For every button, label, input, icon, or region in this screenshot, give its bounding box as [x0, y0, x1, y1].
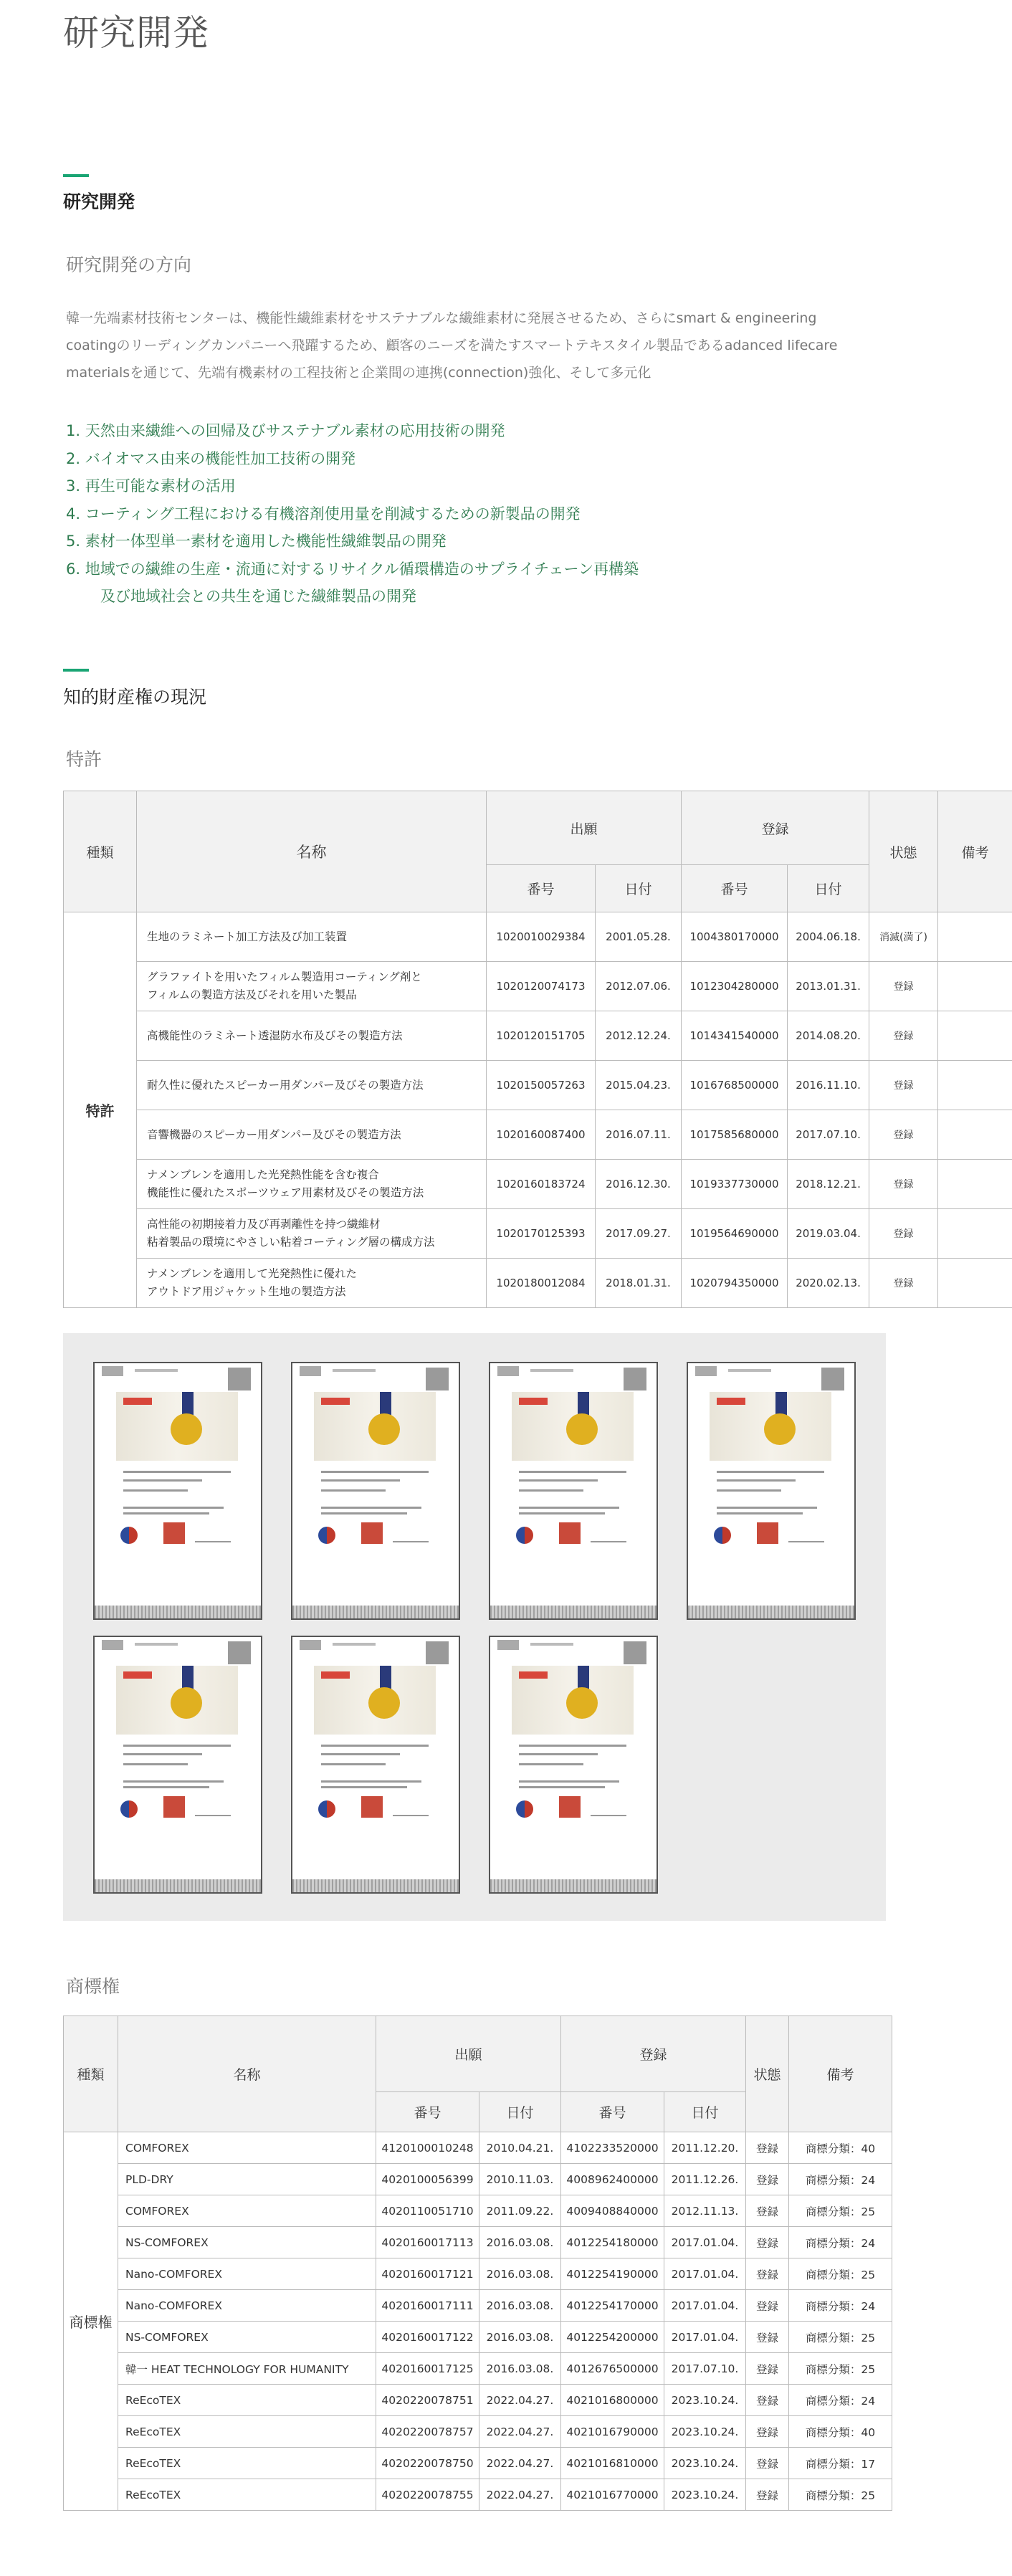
- patent-note: [938, 1259, 1012, 1308]
- trademark-app-no: 4020220078751: [376, 2385, 479, 2416]
- qr-code-icon: [624, 1368, 646, 1390]
- patent-reg-date: 2014.08.20.: [788, 1011, 869, 1061]
- trademark-note: 商標分類：24: [789, 2164, 892, 2195]
- emblem-icon: [120, 1800, 138, 1818]
- trademark-app-no: 4020110051710: [376, 2195, 479, 2227]
- patent-status: 登録: [869, 1110, 938, 1160]
- table-row: [64, 2416, 892, 2448]
- patent-note: [938, 1011, 1012, 1061]
- trademark-app-no: 4020160017121: [376, 2258, 479, 2290]
- trademark-name: ReEcoTEX: [118, 2385, 376, 2416]
- patent-note: [938, 912, 1012, 962]
- trademark-app-date: 2010.11.03.: [479, 2164, 561, 2195]
- header-status: 状態: [746, 2016, 789, 2132]
- trademark-reg-date: 2017.01.04.: [664, 2227, 746, 2258]
- trademark-app-no: 4020160017125: [376, 2353, 479, 2385]
- trademark-reg-no: 4021016770000: [561, 2479, 664, 2511]
- trademark-name: Nano-COMFOREX: [118, 2290, 376, 2322]
- table-row: [64, 1160, 1012, 1209]
- table-row: [64, 2258, 892, 2290]
- patent-status: 消滅(満了): [869, 912, 938, 962]
- trademark-status: 登録: [746, 2448, 789, 2479]
- patent-app-date: 2012.12.24.: [596, 1011, 682, 1061]
- emblem-icon: [318, 1800, 335, 1818]
- patent-reg-date: 2020.02.13.: [788, 1259, 869, 1308]
- header-registration: 登録: [682, 791, 869, 865]
- table-row: [64, 2290, 892, 2322]
- trademark-status: 登録: [746, 2322, 789, 2353]
- trademark-table: [63, 2016, 892, 2511]
- trademark-reg-no: 4012254170000: [561, 2290, 664, 2322]
- table-row: [64, 2164, 892, 2195]
- trademark-name: ReEcoTEX: [118, 2448, 376, 2479]
- patent-app-no: 1020160183724: [487, 1160, 596, 1209]
- header-reg-number: 番号: [682, 865, 788, 912]
- trademark-app-date: 2022.04.27.: [479, 2448, 561, 2479]
- trademark-name: NS-COMFOREX: [118, 2227, 376, 2258]
- patent-certificate[interactable]: [291, 1362, 460, 1620]
- patent-title: 特許: [66, 749, 102, 770]
- trademark-status: 登録: [746, 2195, 789, 2227]
- trademark-app-date: 2022.04.27.: [479, 2416, 561, 2448]
- trademark-app-date: 2016.03.08.: [479, 2322, 561, 2353]
- trademark-status: 登録: [746, 2290, 789, 2322]
- section-accent-bar: [63, 669, 89, 672]
- trademark-reg-date: 2017.07.10.: [664, 2353, 746, 2385]
- table-row: [64, 1209, 1012, 1259]
- trademark-reg-date: 2023.10.24.: [664, 2416, 746, 2448]
- trademark-name: 韓一 HEAT TECHNOLOGY FOR HUMANITY: [118, 2353, 376, 2385]
- medal-icon: [566, 1413, 598, 1445]
- patent-name: ナメンブレンを適用した光発熱性能を含む複合 機能性に優れたスポーツウェア用素材及びその製造方法: [137, 1160, 487, 1209]
- qr-code-icon: [624, 1641, 646, 1664]
- header-app-number: 番号: [487, 865, 596, 912]
- header-reg-date: 日付: [788, 865, 869, 912]
- rd-direction-item: 4. コーティング工程における有機溶剤使用量を削減するための新製品の開発: [66, 505, 581, 523]
- patent-app-no: 1020010029384: [487, 912, 596, 962]
- rd-direction-item: 3. 再生可能な素材の活用: [66, 477, 236, 495]
- table-row: [64, 2195, 892, 2227]
- header-application: 出願: [376, 2016, 561, 2092]
- trademark-note: 商標分類：25: [789, 2195, 892, 2227]
- patent-app-date: 2017.09.27.: [596, 1209, 682, 1259]
- trademark-reg-no: 4102233520000: [561, 2132, 664, 2164]
- trademark-reg-no: 4008962400000: [561, 2164, 664, 2195]
- patent-app-date: 2016.07.11.: [596, 1110, 682, 1160]
- header-note: 備考: [938, 791, 1012, 912]
- header-app-date: 日付: [596, 865, 682, 912]
- trademark-kind-cell: 商標権: [64, 2132, 118, 2511]
- trademark-note: 商標分類：25: [789, 2322, 892, 2353]
- patent-reg-no: 1004380170000: [682, 912, 788, 962]
- trademark-app-no: 4120100010248: [376, 2132, 479, 2164]
- emblem-icon: [714, 1527, 731, 1544]
- rd-direction-continuation: 及び地域社会との共生を通じた繊維製品の開発: [100, 588, 416, 605]
- patent-app-no: 1020150057263: [487, 1061, 596, 1110]
- table-row: [64, 2479, 892, 2511]
- seal-stamp-icon: [163, 1522, 185, 1544]
- trademark-status: 登録: [746, 2258, 789, 2290]
- rd-direction-item: [66, 555, 639, 611]
- trademark-app-date: 2022.04.27.: [479, 2479, 561, 2511]
- seal-stamp-icon: [757, 1522, 778, 1544]
- medal-icon: [566, 1687, 598, 1719]
- rd-intro-text: 韓一先端素材技術センターは、機能性繊維素材をサステナブルな繊維素材に発展させるため、さらにsmart & engineering coatingのリーディングカンパニーへ飛躍するため、顧客のニーズを満たすスマートテキスタイル製品であるadanced lifecare materialsを通じて、先端有機素材の工程技術と企業間の連携(connection)強化、そして多元化: [66, 310, 838, 381]
- header-kind: 種類: [64, 2016, 118, 2132]
- patent-status: 登録: [869, 1209, 938, 1259]
- emblem-icon: [516, 1800, 533, 1818]
- patent-note: [938, 1160, 1012, 1209]
- header-name: 名称: [137, 791, 487, 912]
- trademark-app-date: 2016.03.08.: [479, 2353, 561, 2385]
- patent-name: 高性能の初期接着力及び再剥離性を持つ繊維材 粘着製品の環境にやさしい粘着コーティング層の構成方法: [137, 1209, 487, 1259]
- patent-app-date: 2001.05.28.: [596, 912, 682, 962]
- patent-name: 耐久性に優れたスピーカー用ダンパー及びその製造方法: [137, 1061, 487, 1110]
- trademark-app-date: 2011.09.22.: [479, 2195, 561, 2227]
- patent-reg-no: 1019337730000: [682, 1160, 788, 1209]
- trademark-reg-no: 4009408840000: [561, 2195, 664, 2227]
- patent-app-no: 1020180012084: [487, 1259, 596, 1308]
- table-row: [64, 1110, 1012, 1160]
- patent-reg-no: 1016768500000: [682, 1061, 788, 1110]
- trademark-note: 商標分類：25: [789, 2479, 892, 2511]
- patent-certificate[interactable]: [489, 1636, 658, 1894]
- rd-direction-item: 2. バイオマス由来の機能性加工技術の開発: [66, 449, 356, 467]
- header-app-date: 日付: [479, 2092, 561, 2132]
- header-name: 名称: [118, 2016, 376, 2132]
- page-title: 研究開発: [63, 12, 209, 54]
- patent-certificate[interactable]: [93, 1636, 262, 1894]
- trademark-note: 商標分類：25: [789, 2258, 892, 2290]
- patent-note: [938, 962, 1012, 1011]
- trademark-reg-no: 4021016790000: [561, 2416, 664, 2448]
- patent-certificate[interactable]: [291, 1636, 460, 1894]
- emblem-icon: [516, 1527, 533, 1544]
- rd-direction-item: 5. 素材一体型単一素材を適用した機能性繊維製品の開発: [66, 533, 447, 550]
- patent-certificate[interactable]: [93, 1362, 262, 1620]
- trademark-reg-no: 4012254180000: [561, 2227, 664, 2258]
- table-row: [64, 962, 1012, 1011]
- patent-certificate[interactable]: [489, 1362, 658, 1620]
- patent-reg-date: 2019.03.04.: [788, 1209, 869, 1259]
- trademark-status: 登録: [746, 2132, 789, 2164]
- patent-reg-date: 2004.06.18.: [788, 912, 869, 962]
- trademark-status: 登録: [746, 2385, 789, 2416]
- trademark-name: Nano-COMFOREX: [118, 2258, 376, 2290]
- patent-app-date: 2012.07.06.: [596, 962, 682, 1011]
- section-accent-bar: [63, 174, 89, 177]
- patent-reg-no: 1012304280000: [682, 962, 788, 1011]
- table-row: [64, 1061, 1012, 1110]
- trademark-title: 商標権: [66, 1976, 120, 1997]
- patent-reg-no: 1019564690000: [682, 1209, 788, 1259]
- table-row: [64, 2353, 892, 2385]
- patent-reg-no: 1014341540000: [682, 1011, 788, 1061]
- patent-app-date: 2015.04.23.: [596, 1061, 682, 1110]
- patent-status: 登録: [869, 1011, 938, 1061]
- table-row: [64, 2132, 892, 2164]
- trademark-name: PLD-DRY: [118, 2164, 376, 2195]
- table-row: [64, 2448, 892, 2479]
- seal-stamp-icon: [163, 1796, 185, 1818]
- trademark-reg-date: 2023.10.24.: [664, 2448, 746, 2479]
- trademark-app-date: 2022.04.27.: [479, 2385, 561, 2416]
- patent-reg-date: 2018.12.21.: [788, 1160, 869, 1209]
- trademark-status: 登録: [746, 2416, 789, 2448]
- table-row: [64, 1259, 1012, 1308]
- qr-code-icon: [426, 1368, 449, 1390]
- medal-icon: [171, 1687, 202, 1719]
- table-row: [64, 912, 1012, 962]
- trademark-reg-date: 2011.12.26.: [664, 2164, 746, 2195]
- trademark-app-no: 4020220078757: [376, 2416, 479, 2448]
- trademark-app-no: 4020220078750: [376, 2448, 479, 2479]
- patent-status: 登録: [869, 1061, 938, 1110]
- trademark-status: 登録: [746, 2479, 789, 2511]
- trademark-note: 商標分類：24: [789, 2227, 892, 2258]
- patent-status: 登録: [869, 1160, 938, 1209]
- medal-icon: [764, 1413, 796, 1445]
- ip-section-title: 知的財産権の現況: [63, 687, 207, 707]
- patent-reg-date: 2013.01.31.: [788, 962, 869, 1011]
- seal-stamp-icon: [361, 1796, 383, 1818]
- trademark-app-no: 4020160017122: [376, 2322, 479, 2353]
- trademark-name: NS-COMFOREX: [118, 2322, 376, 2353]
- trademark-status: 登録: [746, 2164, 789, 2195]
- trademark-app-date: 2010.04.21.: [479, 2132, 561, 2164]
- trademark-reg-no: 4021016800000: [561, 2385, 664, 2416]
- patent-name: ナメンブレンを適用して光発熱性に優れた アウトドア用ジャケット生地の製造方法: [137, 1259, 487, 1308]
- seal-stamp-icon: [559, 1522, 581, 1544]
- patent-app-no: 1020160087400: [487, 1110, 596, 1160]
- seal-stamp-icon: [361, 1522, 383, 1544]
- trademark-name: COMFOREX: [118, 2195, 376, 2227]
- trademark-reg-date: 2012.11.13.: [664, 2195, 746, 2227]
- rd-section-title: 研究開発: [63, 191, 135, 212]
- trademark-reg-no: 4012254190000: [561, 2258, 664, 2290]
- header-note: 備考: [789, 2016, 892, 2132]
- patent-reg-no: 1017585680000: [682, 1110, 788, 1160]
- trademark-reg-no: 4021016810000: [561, 2448, 664, 2479]
- seal-stamp-icon: [559, 1796, 581, 1818]
- trademark-app-no: 4020160017111: [376, 2290, 479, 2322]
- trademark-note: 商標分類：40: [789, 2132, 892, 2164]
- table-row: [64, 2385, 892, 2416]
- table-row: [64, 1011, 1012, 1061]
- trademark-app-no: 4020220078755: [376, 2479, 479, 2511]
- trademark-note: 商標分類：40: [789, 2416, 892, 2448]
- qr-code-icon: [821, 1368, 844, 1390]
- patent-table: [63, 791, 1012, 1308]
- patent-app-no: 1020120074173: [487, 962, 596, 1011]
- trademark-reg-date: 2023.10.24.: [664, 2385, 746, 2416]
- trademark-name: ReEcoTEX: [118, 2479, 376, 2511]
- trademark-note: 商標分類：17: [789, 2448, 892, 2479]
- trademark-app-no: 4020100056399: [376, 2164, 479, 2195]
- trademark-app-date: 2016.03.08.: [479, 2227, 561, 2258]
- table-row: [64, 2322, 892, 2353]
- qr-code-icon: [228, 1641, 251, 1664]
- trademark-note: 商標分類：24: [789, 2385, 892, 2416]
- header-registration: 登録: [561, 2016, 746, 2092]
- patent-app-date: 2018.01.31.: [596, 1259, 682, 1308]
- qr-code-icon: [426, 1641, 449, 1664]
- patent-name: 音響機器のスピーカー用ダンパー及びその製造方法: [137, 1110, 487, 1160]
- medal-icon: [368, 1687, 400, 1719]
- emblem-icon: [318, 1527, 335, 1544]
- rd-direction-title: 研究開発の方向: [66, 254, 192, 275]
- trademark-app-date: 2016.03.08.: [479, 2258, 561, 2290]
- trademark-name: COMFOREX: [118, 2132, 376, 2164]
- table-row: [64, 2227, 892, 2258]
- trademark-app-date: 2016.03.08.: [479, 2290, 561, 2322]
- trademark-reg-date: 2023.10.24.: [664, 2479, 746, 2511]
- patent-note: [938, 1061, 1012, 1110]
- patent-app-no: 1020170125393: [487, 1209, 596, 1259]
- patent-status: 登録: [869, 962, 938, 1011]
- qr-code-icon: [228, 1368, 251, 1390]
- medal-icon: [368, 1413, 400, 1445]
- header-app-number: 番号: [376, 2092, 479, 2132]
- trademark-reg-date: 2017.01.04.: [664, 2322, 746, 2353]
- header-reg-date: 日付: [664, 2092, 746, 2132]
- patent-certificate[interactable]: [687, 1362, 856, 1620]
- rd-direction-item: 1. 天然由来繊維への回帰及びサステナブル素材の応用技術の開発: [66, 422, 505, 439]
- trademark-name: ReEcoTEX: [118, 2416, 376, 2448]
- patent-reg-date: 2016.11.10.: [788, 1061, 869, 1110]
- patent-note: [938, 1209, 1012, 1259]
- rd-direction-text: 6. 地域での繊維の生産・流通に対するリサイクル循環構造のサプライチェーン再構築: [66, 560, 639, 578]
- header-kind: 種類: [64, 791, 137, 912]
- patent-name: 生地のラミネート加工方法及び加工装置: [137, 912, 487, 962]
- trademark-status: 登録: [746, 2227, 789, 2258]
- patent-reg-date: 2017.07.10.: [788, 1110, 869, 1160]
- trademark-note: 商標分類：25: [789, 2353, 892, 2385]
- patent-app-date: 2016.12.30.: [596, 1160, 682, 1209]
- rd-direction-list: [66, 417, 639, 611]
- trademark-app-no: 4020160017113: [376, 2227, 479, 2258]
- patent-status: 登録: [869, 1259, 938, 1308]
- header-application: 出願: [487, 791, 682, 865]
- patent-certificate-gallery: [63, 1333, 886, 1921]
- patent-app-no: 1020120151705: [487, 1011, 596, 1061]
- patent-kind-cell: 特許: [64, 912, 137, 1308]
- patent-reg-no: 1020794350000: [682, 1259, 788, 1308]
- trademark-reg-no: 4012676500000: [561, 2353, 664, 2385]
- patent-note: [938, 1110, 1012, 1160]
- trademark-note: 商標分類：24: [789, 2290, 892, 2322]
- patent-name: 高機能性のラミネート透湿防水布及びその製造方法: [137, 1011, 487, 1061]
- medal-icon: [171, 1413, 202, 1445]
- header-status: 状態: [869, 791, 938, 912]
- header-reg-number: 番号: [561, 2092, 664, 2132]
- trademark-reg-date: 2011.12.20.: [664, 2132, 746, 2164]
- emblem-icon: [120, 1527, 138, 1544]
- trademark-status: 登録: [746, 2353, 789, 2385]
- trademark-reg-no: 4012254200000: [561, 2322, 664, 2353]
- trademark-reg-date: 2017.01.04.: [664, 2290, 746, 2322]
- patent-name: グラファイトを用いたフィルム製造用コーティング剤と フィルムの製造方法及びそれを用いた製品: [137, 962, 487, 1011]
- trademark-reg-date: 2017.01.04.: [664, 2258, 746, 2290]
